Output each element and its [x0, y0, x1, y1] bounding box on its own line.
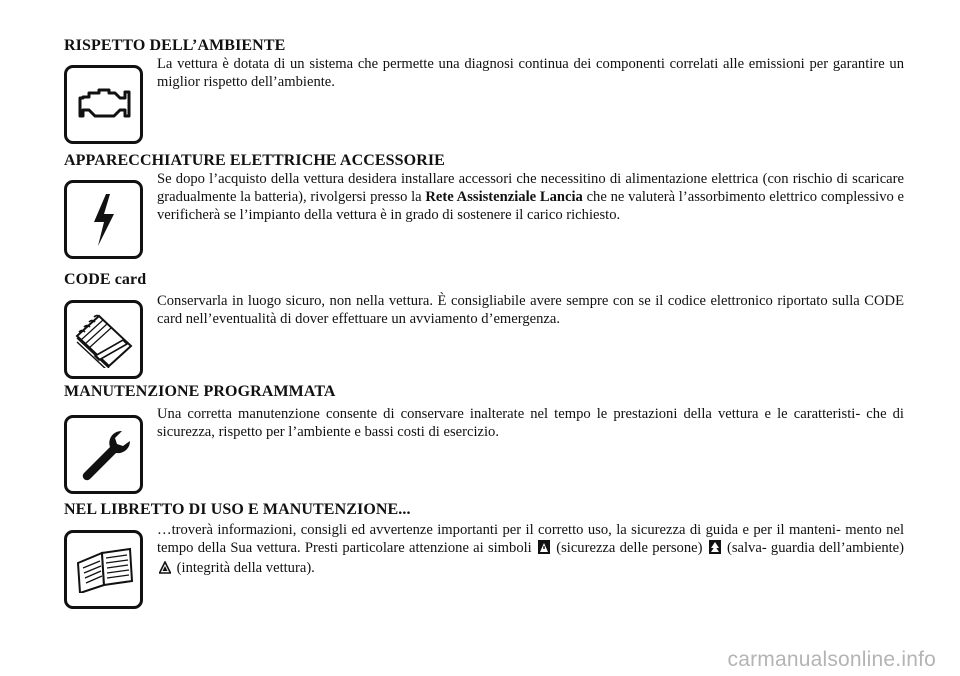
section-body: La vettura è dotata di un sistema che permette una diagnosi continua dei componenti correlati alle emissioni per garantire un miglior rispetto dell’ambiente. — [157, 56, 904, 90]
section-rispetto-ambiente — [64, 36, 904, 90]
section-libretto — [64, 500, 905, 576]
section-title: APPARECCHIATURE ELETTRICHE ACCESSORIE — [64, 152, 445, 169]
section-apparecchiature — [64, 151, 904, 223]
environment-icon — [709, 540, 721, 559]
section-title: CODE card — [64, 271, 147, 288]
notepad-pen-icon — [64, 300, 143, 379]
section-code-card — [64, 270, 904, 327]
vehicle-integrity-icon — [159, 561, 171, 579]
section-title: MANUTENZIONE PROGRAMMATA — [64, 383, 336, 400]
section-body: Una corretta manutenzione consente di conservare inalterate nel tempo le prestazioni della vettura e le caratteristi- che di sicurezza, rispetto per l’ambiente e bassi costi di esercizio. — [157, 406, 904, 440]
section-body: …troverà informazioni, consigli ed avvertenze importanti per il corretto uso, la sicurezza di guida e per il manteni- mento nel tempo della Sua vettura. Presti particolare attenzione ai simboli (sicurezza delle persone) (salva- guardia dell’ambiente) (integrità della vettura). — [157, 521, 904, 579]
section-manutenzione — [64, 382, 904, 440]
section-title: NEL LIBRETTO DI USO E MANUTENZIONE... — [64, 501, 411, 518]
section-body: Conservarla in luogo sicuro, non nella vettura. È consigliabile avere sempre con se il codice elettronico riportato sulla CODE card nell’eventualità di dover effettuare un avviamento d’emergenza. — [157, 293, 904, 327]
wrench-icon — [64, 415, 143, 494]
section-title: RISPETTO DELL’AMBIENTE — [64, 37, 286, 54]
open-book-icon — [64, 530, 143, 609]
person-safety-icon — [538, 540, 550, 559]
engine-check-icon — [64, 65, 143, 144]
section-body: Se dopo l’acquisto della vettura desidera installare accessori che necessitino di alimentazione elettrica (con rischio di scaricare gradualmente la batteria), rivolgersi presso la Rete Assistenziale Lancia che ne valuterà l’assorbimento elettrico complessivo e verificherà se l’impianto della vettura è in grado di sostenere il carico richiesto. — [157, 171, 904, 223]
rete-assistenziale-link: Rete Assistenziale Lancia — [425, 189, 583, 205]
watermark: carmanualsonline.info — [727, 648, 936, 671]
lightning-icon — [64, 180, 143, 259]
